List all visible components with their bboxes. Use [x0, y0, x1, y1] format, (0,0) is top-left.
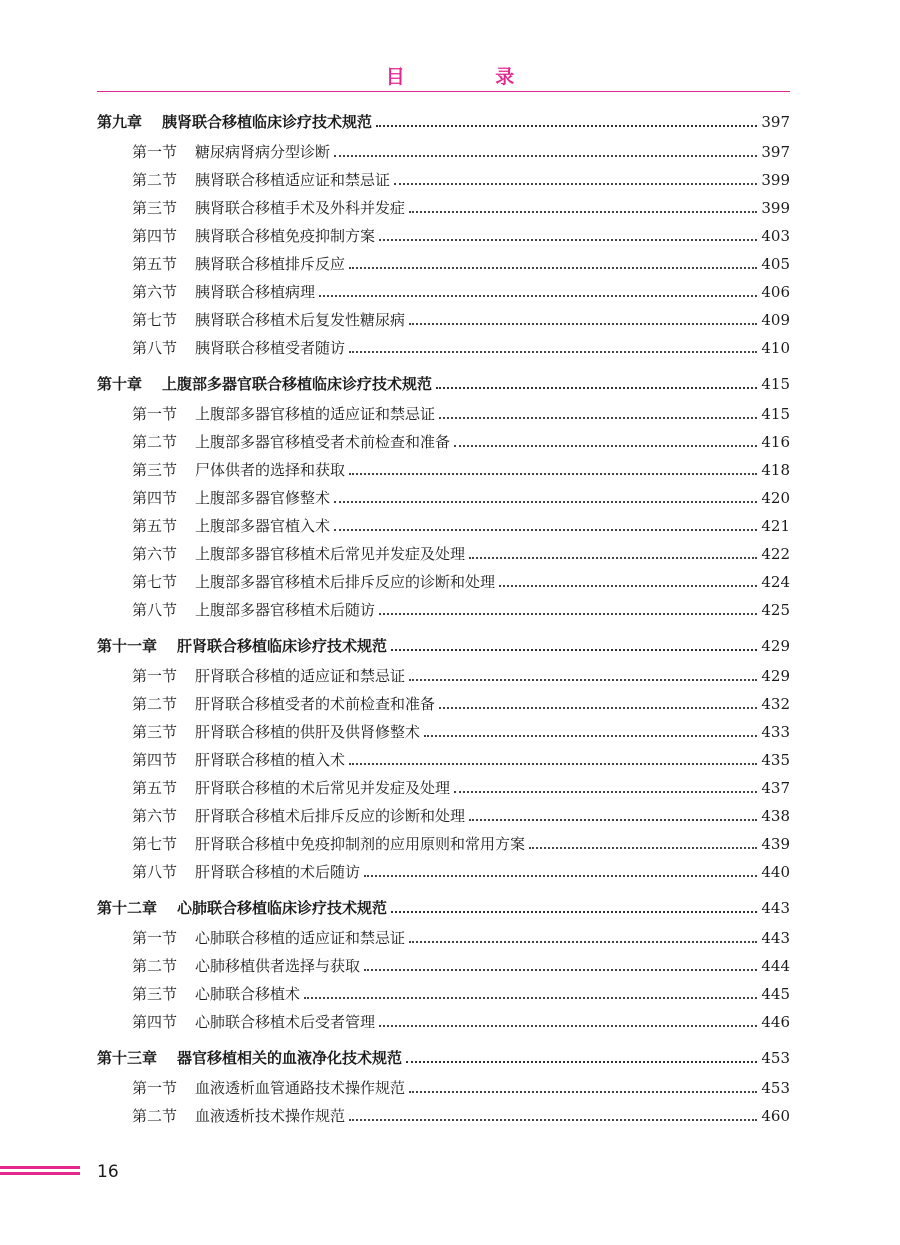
dot-leader: [409, 678, 757, 681]
chapter-page-number: 397: [761, 113, 790, 131]
dot-leader: [349, 266, 757, 269]
toc-section-entry[interactable]: [97, 858, 790, 886]
section-page-number: 425: [761, 601, 790, 619]
dot-leader: [349, 350, 757, 353]
section-page-number: 421: [761, 517, 790, 535]
toc-section-entry[interactable]: [97, 980, 790, 1008]
section-title: 心肺移植供者选择与获取: [195, 957, 361, 975]
dot-leader: [529, 846, 757, 849]
section-title: 肝肾联合移植的适应证和禁忌证: [195, 667, 406, 685]
dot-leader: [436, 386, 757, 389]
section-title: 心肺联合移植术: [195, 985, 301, 1003]
section-title: 上腹部多器官移植受者术前检查和准备: [195, 433, 451, 451]
chapter-title: 上腹部多器官联合移植临床诊疗技术规范: [162, 375, 433, 393]
section-label: 第一节: [132, 929, 178, 947]
toc-section-entry[interactable]: [97, 662, 790, 690]
dot-leader: [394, 182, 757, 185]
section-page-number: 405: [761, 255, 790, 273]
section-title: 肝肾联合移植的植入术: [195, 751, 346, 769]
dot-leader: [364, 874, 757, 877]
toc-section-entry[interactable]: [97, 194, 790, 222]
section-label: 第三节: [132, 723, 178, 741]
chapter-title: 胰肾联合移植临床诊疗技术规范: [162, 113, 373, 131]
dot-leader: [439, 416, 757, 419]
section-page-number: 440: [761, 863, 790, 881]
toc-chapter-entry[interactable]: [97, 106, 790, 138]
dot-leader: [454, 790, 757, 793]
chapter-label: 第十章: [97, 375, 143, 393]
dot-leader: [334, 154, 757, 157]
section-label: 第四节: [132, 751, 178, 769]
dot-leader: [454, 444, 757, 447]
section-label: 第八节: [132, 863, 178, 881]
section-label: 第六节: [132, 545, 178, 563]
section-page-number: 415: [761, 405, 790, 423]
page-title: 目 录: [385, 66, 557, 88]
toc-section-entry[interactable]: [97, 428, 790, 456]
section-page-number: 435: [761, 751, 790, 769]
section-label: 第七节: [132, 573, 178, 591]
chapter-title: 心肺联合移植临床诊疗技术规范: [177, 899, 388, 917]
section-page-number: 439: [761, 835, 790, 853]
toc-section-entry[interactable]: [97, 830, 790, 858]
section-page-number: 445: [761, 985, 790, 1003]
dot-leader: [409, 1090, 757, 1093]
toc-section-entry[interactable]: [97, 1074, 790, 1102]
section-label: 第一节: [132, 667, 178, 685]
table-of-contents: [97, 106, 790, 1136]
section-label: 第三节: [132, 985, 178, 1003]
section-title: 糖尿病肾病分型诊断: [195, 143, 331, 161]
header-divider: [97, 91, 790, 92]
dot-leader: [334, 528, 757, 531]
toc-section-entry[interactable]: [97, 222, 790, 250]
toc-section-entry[interactable]: [97, 924, 790, 952]
toc-chapter: [97, 368, 790, 630]
section-page-number: 432: [761, 695, 790, 713]
toc-section-entry[interactable]: [97, 774, 790, 802]
section-label: 第一节: [132, 1079, 178, 1097]
dot-leader: [379, 238, 757, 241]
section-page-number: 416: [761, 433, 790, 451]
toc-section-entry[interactable]: [97, 690, 790, 718]
chapter-label: 第十二章: [97, 899, 158, 917]
section-label: 第八节: [132, 601, 178, 619]
toc-section-entry[interactable]: [97, 456, 790, 484]
toc-section-entry[interactable]: [97, 540, 790, 568]
section-label: 第二节: [132, 1107, 178, 1125]
dot-leader: [469, 556, 757, 559]
toc-section-entry[interactable]: [97, 484, 790, 512]
section-title: 血液透析技术操作规范: [195, 1107, 346, 1125]
toc-section-entry[interactable]: [97, 952, 790, 980]
section-page-number: 444: [761, 957, 790, 975]
chapter-title: 肝肾联合移植临床诊疗技术规范: [177, 637, 388, 655]
section-title: 心肺联合移植的适应证和禁忌证: [195, 929, 406, 947]
dot-leader: [409, 322, 757, 325]
section-label: 第二节: [132, 433, 178, 451]
toc-chapter-entry[interactable]: [97, 368, 790, 400]
chapter-title: 器官移植相关的血液净化技术规范: [177, 1049, 403, 1067]
toc-chapter-entry[interactable]: [97, 892, 790, 924]
section-title: 上腹部多器官移植的适应证和禁忌证: [195, 405, 436, 423]
dot-leader: [379, 612, 757, 615]
section-title: 胰肾联合移植手术及外科并发症: [195, 199, 406, 217]
section-page-number: 443: [761, 929, 790, 947]
section-page-number: 397: [761, 143, 790, 161]
section-label: 第二节: [132, 695, 178, 713]
toc-section-entry[interactable]: [97, 568, 790, 596]
section-title: 胰肾联合移植适应证和禁忌证: [195, 171, 391, 189]
section-title: 胰肾联合移植病理: [195, 283, 316, 301]
toc-section-entry[interactable]: [97, 278, 790, 306]
section-label: 第七节: [132, 311, 178, 329]
section-title: 上腹部多器官移植术后随访: [195, 601, 376, 619]
section-label: 第四节: [132, 227, 178, 245]
toc-chapter: [97, 106, 790, 368]
section-title: 血液透析血管通路技术操作规范: [195, 1079, 406, 1097]
section-page-number: 399: [761, 171, 790, 189]
page-number: 16: [97, 1162, 119, 1182]
chapter-label: 第十一章: [97, 637, 158, 655]
dot-leader: [349, 472, 757, 475]
toc-section-entry[interactable]: [97, 596, 790, 624]
section-title: 肝肾联合移植的术后常见并发症及处理: [195, 779, 451, 797]
dot-leader: [406, 1060, 757, 1063]
section-label: 第二节: [132, 171, 178, 189]
dot-leader: [424, 734, 757, 737]
section-label: 第三节: [132, 461, 178, 479]
section-title: 尸体供者的选择和获取: [195, 461, 346, 479]
section-page-number: 437: [761, 779, 790, 797]
dot-leader: [364, 968, 757, 971]
toc-chapter-entry[interactable]: [97, 1042, 790, 1074]
section-page-number: 406: [761, 283, 790, 301]
section-label: 第二节: [132, 957, 178, 975]
chapter-label: 第九章: [97, 113, 143, 131]
toc-section-entry[interactable]: [97, 1102, 790, 1130]
section-label: 第五节: [132, 779, 178, 797]
toc-section-entry[interactable]: [97, 166, 790, 194]
section-label: 第一节: [132, 143, 178, 161]
section-label: 第四节: [132, 1013, 178, 1031]
dot-leader: [391, 910, 757, 913]
section-page-number: 399: [761, 199, 790, 217]
section-page-number: 409: [761, 311, 790, 329]
section-title: 肝肾联合移植中免疫抑制剂的应用原则和常用方案: [195, 835, 526, 853]
toc-section-entry[interactable]: [97, 718, 790, 746]
dot-leader: [376, 124, 757, 127]
toc-section-entry[interactable]: [97, 138, 790, 166]
section-page-number: 446: [761, 1013, 790, 1031]
dot-leader: [469, 818, 757, 821]
toc-section-entry[interactable]: [97, 746, 790, 774]
section-label: 第七节: [132, 835, 178, 853]
dot-leader: [439, 706, 757, 709]
section-title: 肝肾联合移植的供肝及供肾修整术: [195, 723, 421, 741]
section-title: 肝肾联合移植术后排斥反应的诊断和处理: [195, 807, 466, 825]
section-label: 第三节: [132, 199, 178, 217]
chapter-label: 第十三章: [97, 1049, 158, 1067]
dot-leader: [304, 996, 757, 999]
section-title: 上腹部多器官移植术后排斥反应的诊断和处理: [195, 573, 496, 591]
section-label: 第四节: [132, 489, 178, 507]
chapter-page-number: 453: [761, 1049, 790, 1067]
toc-section-entry[interactable]: [97, 400, 790, 428]
section-label: 第五节: [132, 255, 178, 273]
section-page-number: 410: [761, 339, 790, 357]
section-page-number: 429: [761, 667, 790, 685]
section-page-number: 418: [761, 461, 790, 479]
section-label: 第五节: [132, 517, 178, 535]
dot-leader: [409, 210, 757, 213]
section-title: 胰肾联合移植免疫抑制方案: [195, 227, 376, 245]
section-page-number: 438: [761, 807, 790, 825]
section-title: 肝肾联合移植受者的术前检查和准备: [195, 695, 436, 713]
dot-leader: [391, 648, 757, 651]
section-title: 胰肾联合移植受者随访: [195, 339, 346, 357]
section-page-number: 453: [761, 1079, 790, 1097]
section-title: 肝肾联合移植的术后随访: [195, 863, 361, 881]
dot-leader: [319, 294, 757, 297]
footer-accent-bars: [0, 1166, 80, 1178]
toc-section-entry[interactable]: [97, 802, 790, 830]
section-title: 上腹部多器官植入术: [195, 517, 331, 535]
dot-leader: [499, 584, 757, 587]
section-page-number: 422: [761, 545, 790, 563]
section-title: 胰肾联合移植术后复发性糖尿病: [195, 311, 406, 329]
chapter-page-number: 443: [761, 899, 790, 917]
toc-section-entry[interactable]: [97, 334, 790, 362]
section-title: 上腹部多器官移植术后常见并发症及处理: [195, 545, 466, 563]
section-title: 心肺联合移植术后受者管理: [195, 1013, 376, 1031]
section-label: 第八节: [132, 339, 178, 357]
toc-chapter: [97, 630, 790, 892]
dot-leader: [379, 1024, 757, 1027]
toc-section-entry[interactable]: [97, 250, 790, 278]
section-title: 胰肾联合移植排斥反应: [195, 255, 346, 273]
chapter-page-number: 429: [761, 637, 790, 655]
section-page-number: 403: [761, 227, 790, 245]
toc-section-entry[interactable]: [97, 1008, 790, 1036]
section-label: 第一节: [132, 405, 178, 423]
section-label: 第六节: [132, 807, 178, 825]
section-title: 上腹部多器官修整术: [195, 489, 331, 507]
toc-section-entry[interactable]: [97, 512, 790, 540]
chapter-spacer: [97, 1130, 790, 1136]
section-page-number: 420: [761, 489, 790, 507]
section-page-number: 460: [761, 1107, 790, 1125]
toc-chapter-entry[interactable]: [97, 630, 790, 662]
toc-section-entry[interactable]: [97, 306, 790, 334]
section-label: 第六节: [132, 283, 178, 301]
dot-leader: [349, 762, 757, 765]
section-page-number: 424: [761, 573, 790, 591]
dot-leader: [409, 940, 757, 943]
section-page-number: 433: [761, 723, 790, 741]
dot-leader: [349, 1118, 757, 1121]
toc-chapter: [97, 1042, 790, 1136]
dot-leader: [334, 500, 757, 503]
toc-chapter: [97, 892, 790, 1042]
chapter-page-number: 415: [761, 375, 790, 393]
